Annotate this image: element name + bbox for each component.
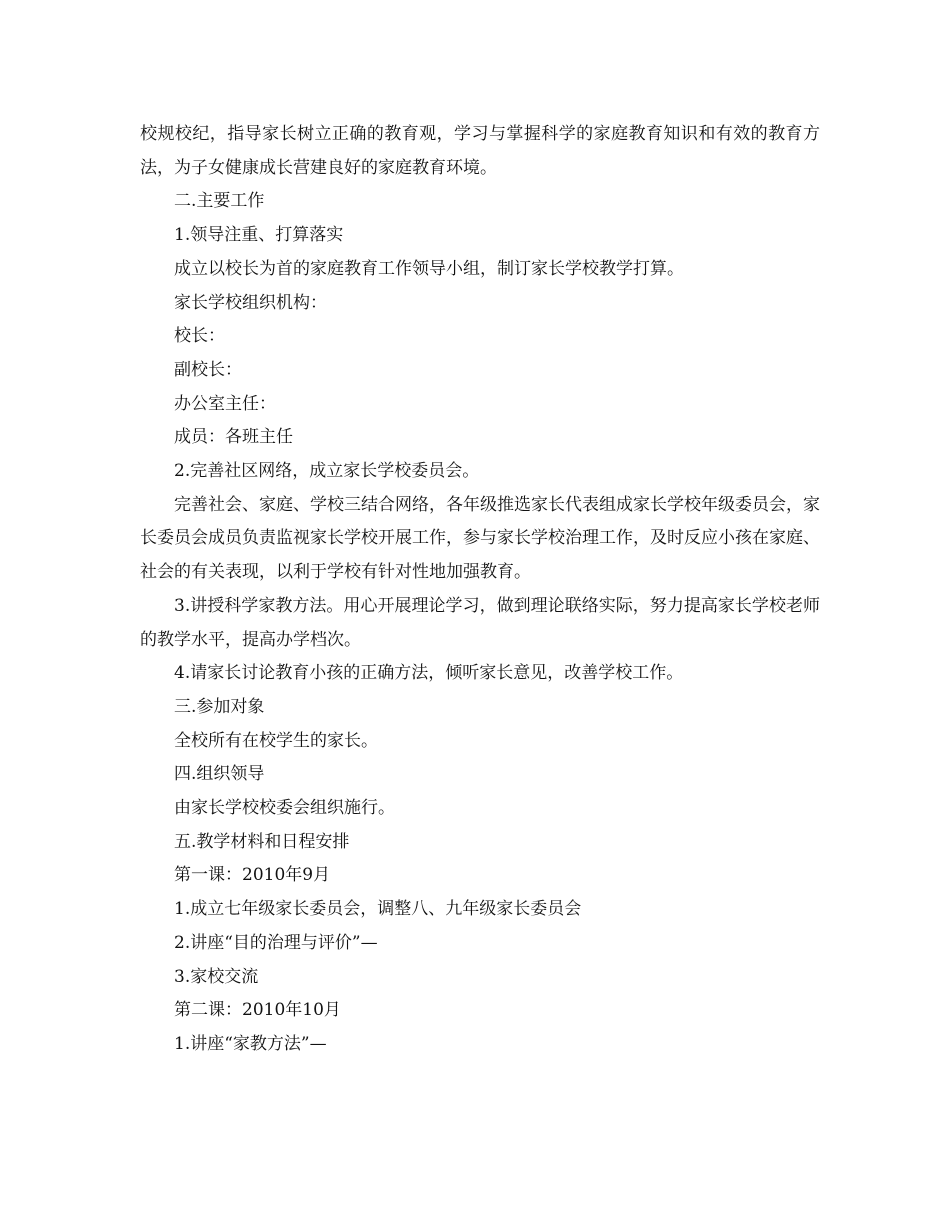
org-role-line: 校长： xyxy=(174,326,225,347)
org-role-line: 成员：各班主任 xyxy=(174,427,293,448)
schedule-item: 2.讲座“目的治理与评价”— xyxy=(174,932,378,953)
schedule-item: 第二课：2010年10月 xyxy=(174,1000,341,1021)
paragraph: 3.讲授科学家教方法。用心开展理论学习，做到理论联络实际，努力提高家长学校老师的教学水平，提高办学档次。 xyxy=(140,595,820,650)
paragraph: 全校所有在校学生的家长。 xyxy=(174,730,378,751)
paragraph: 由家长学校校委会组织施行。 xyxy=(174,798,395,819)
subsection-heading: 2.完善社区网络，成立家长学校委员会。 xyxy=(174,461,480,482)
paragraph: 校规校纪，指导家长树立正确的教育观，学习与掌握科学的家庭教育知识和有效的教育方法，为子女健康成长营建良好的家庭教育环境。 xyxy=(140,124,820,178)
schedule-item: 3.家校交流 xyxy=(174,966,259,987)
section-heading: 三.参加对象 xyxy=(174,696,265,717)
org-role-line: 副校长： xyxy=(174,359,242,380)
paragraph: 完善社会、家庭、学校三结合网络，各年级推选家长代表组成家长学校年级委员会，家长委员会成员负责监视家长学校开展工作，参与家长学校治理工作，及时反应小孩在家庭、社会的有关表现，以利于学校有针对性地加强教育。 xyxy=(140,494,820,583)
section-heading: 二.主要工作 xyxy=(174,191,265,212)
section-heading: 五.教学材料和日程安排 xyxy=(174,831,350,852)
paragraph: 成立以校长为首的家庭教育工作领导小组，制订家长学校教学打算。 xyxy=(174,258,684,279)
subsection-heading: 1.领导注重、打算落实 xyxy=(174,225,344,246)
schedule-item: 1.成立七年级家长委员会，调整八、九年级家长委员会 xyxy=(174,899,582,920)
document-body xyxy=(140,118,820,1062)
schedule-item: 1.讲座“家教方法”— xyxy=(174,1033,327,1054)
paragraph: 家长学校组织机构： xyxy=(174,292,327,313)
org-role-line: 办公室主任： xyxy=(174,393,276,414)
schedule-item: 第一课：2010年9月 xyxy=(174,865,331,886)
paragraph: 4.请家长讨论教育小孩的正确方法，倾听家长意见，改善学校工作。 xyxy=(174,663,684,684)
section-heading: 四.组织领导 xyxy=(174,764,265,785)
